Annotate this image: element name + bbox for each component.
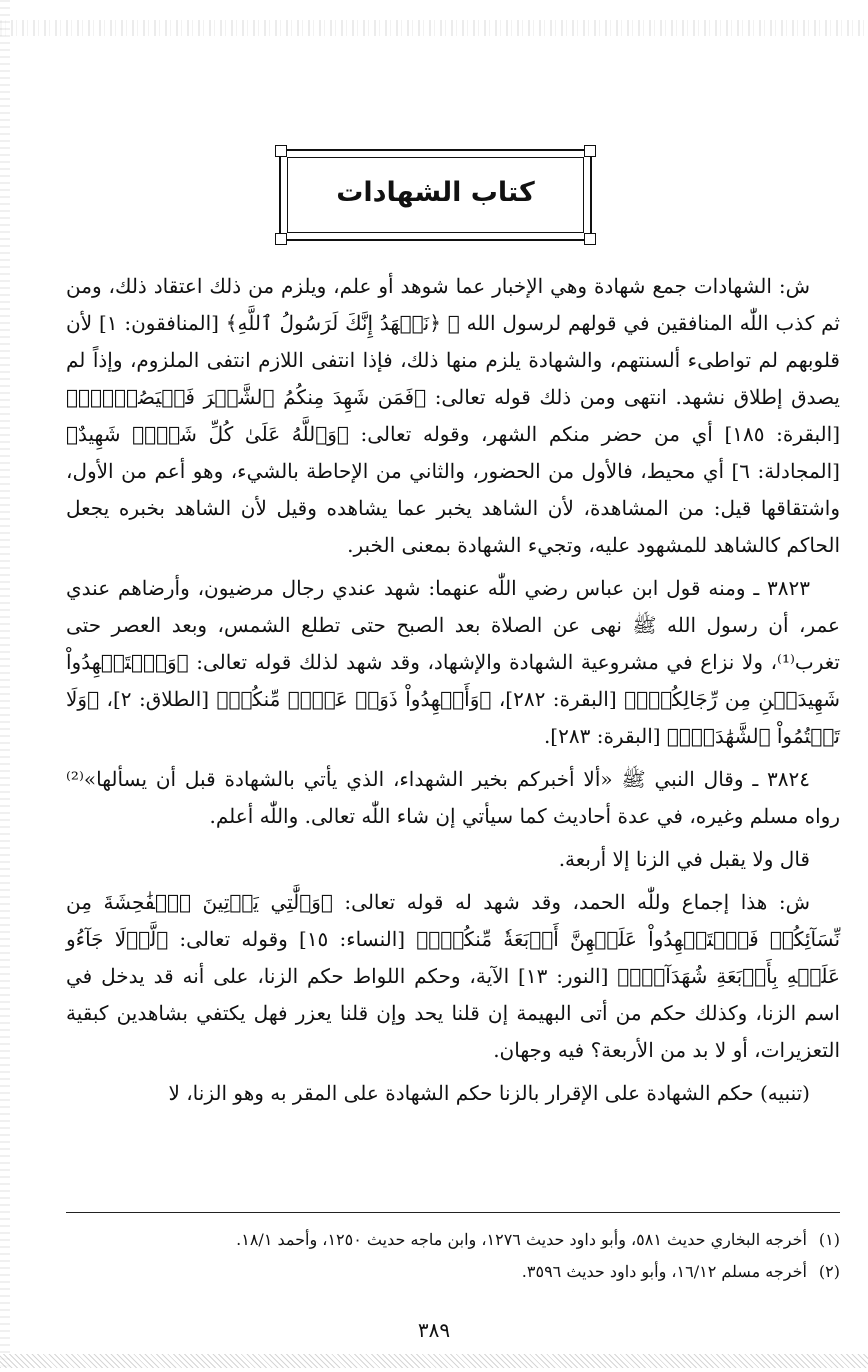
footnote-text: أخرجه مسلم ١٦/١٢، وأبو داود حديث ٣٥٩٦. (521, 1262, 807, 1281)
main-text (66, 268, 840, 1112)
footnote-separator (66, 1212, 840, 1213)
chapter-title-frame (279, 149, 592, 241)
paragraph-note: (تنبيه) حكم الشهادة على الإقرار بالزنا حكم الشهادة على المقر به وهو الزنا، لا (168, 1081, 810, 1105)
scan-noise-top (0, 20, 868, 36)
paragraph-3824: ٣٨٢٤ ـ وقال النبي ﷺ «ألا أخبركم بخير الشهداء، الذي يأتي بالشهادة قبل أن يسألها»⁽²⁾ رواه مسلم وغيره، في عدة أحاديث كما سيأتي إن شاء اللّٰه تعالى. واللّٰه أعلم. (66, 767, 840, 828)
paragraph-definition: ش: الشهادات جمع شهادة وهي الإخبار عما شوهد أو علم، ويلزم من ذلك اعتقاد ذلك، ومن ثم كذب اللّٰه المنافقين في قولهم لرسول الله ﷺ ﴿نَشۡهَدُ إِنَّكَ لَرَسُولُ ٱللَّهِ﴾ [المنافقون: ١] لأن قلوبهم لم تواطىء ألسنتهم، والشهادة يلزم منها ذلك، فإذا انتفى اللازم انتفى الملزوم، وإذاً لم يصدق إطلاق نشهد. انتهى ومن ذلك قوله تعالى: ﴿فَمَن شَهِدَ مِنكُمُ ٱلشَّهۡرَ فَلۡيَصُمۡهُۖ﴾ [البقرة: ١٨٥] أي من حضر منكم الشهر، وقوله تعالى: ﴿وَٱللَّهُ عَلَىٰ كُلِّ شَيۡءٖ شَهِيدٌ﴾ [المجادلة: ٦] أي محيط، فالأول من الحضور، والثاني من الإحاطة بالشيء، وهو أعم من الأول، واشتقاقها قيل: من المشاهدة، لأن الشاهد يخبر عما يشاهده وقيل لأن الشاهد بخبره يجعل الحاكم كالشاهد للمشهود عليه، وتجيء الشهادة بمعنى الخبر. (66, 274, 841, 557)
footnotes (66, 1224, 840, 1288)
footnote-1 (66, 1224, 840, 1256)
paragraph-3823: ٣٨٢٣ ـ ومنه قول ابن عباس رضي اللّٰه عنهما: شهد عندي رجال مرضيون، وأرضاهم عندي عمر، أن رسول الله ﷺ نهى عن الصلاة بعد الصبح حتى تطلع الشمس، وبعد العصر حتى تغرب⁽¹⁾، ولا نزاع في مشروعية الشهادة والإشهاد، وقد شهد لذلك قوله تعالى: ﴿وَٱسۡتَشۡهِدُواْ شَهِيدَيۡنِ مِن رِّجَالِكُمۡۖ﴾ [البقرة: ٢٨٢]، ﴿وَأَشۡهِدُواْ ذَوَيۡ عَدۡلٖ مِّنكُمۡ﴾ [الطلاق: ٢]، ﴿وَلَا تَكۡتُمُواْ ٱلشَّهَٰدَةَۚ﴾ [البقرة: ٢٨٣]. (66, 576, 840, 748)
paragraph-commentary: ش: هذا إجماع وللّٰه الحمد، وقد شهد له قوله تعالى: ﴿وَٱلَّٰتِي يَأۡتِينَ ٱلۡفَٰحِشَةَ مِن نِّسَآئِكُمۡ فَٱسۡتَشۡهِدُواْ عَلَيۡهِنَّ أَرۡبَعَةٗ مِّنكُمۡۖ﴾ [النساء: ١٥] وقوله تعالى: ﴿لَّوۡلَا جَآءُو عَلَيۡهِ بِأَرۡبَعَةِ شُهَدَآءَۚ﴾ [النور: ١٣] الآية، وحكم اللواط حكم الزنا، على أنه قد يدخل في اسم الزنا، وكذلك حكم من أتى البهيمة إن قلنا يحد وإن قلنا يعزر فهل يكتفي بشاهدين كبقية التعزيرات، أو لا بد من الأربعة؟ فيه وجهان. (66, 890, 841, 1062)
frame-corner-ornament (275, 145, 287, 157)
chapter-title: كتاب الشهادات (336, 177, 535, 208)
frame-corner-ornament (584, 145, 596, 157)
footnote-text: أخرجه البخاري حديث ٥٨١، وأبو داود حديث ١٢٧٦، وابن ماجه حديث ١٢٥٠، وأحمد ١٨/١. (236, 1230, 807, 1249)
footnote-2 (66, 1256, 840, 1288)
frame-corner-ornament (584, 233, 596, 245)
frame-corner-ornament (275, 233, 287, 245)
scan-noise-left (0, 0, 10, 1372)
footnote-number: (١) (818, 1230, 840, 1249)
page-number: ٣٨٩ (417, 1318, 451, 1342)
paragraph-matn: قال ولا يقبل في الزنا إلا أربعة. (558, 847, 810, 871)
footnote-number: (٢) (818, 1262, 840, 1281)
scan-noise-bottom (0, 1354, 868, 1368)
